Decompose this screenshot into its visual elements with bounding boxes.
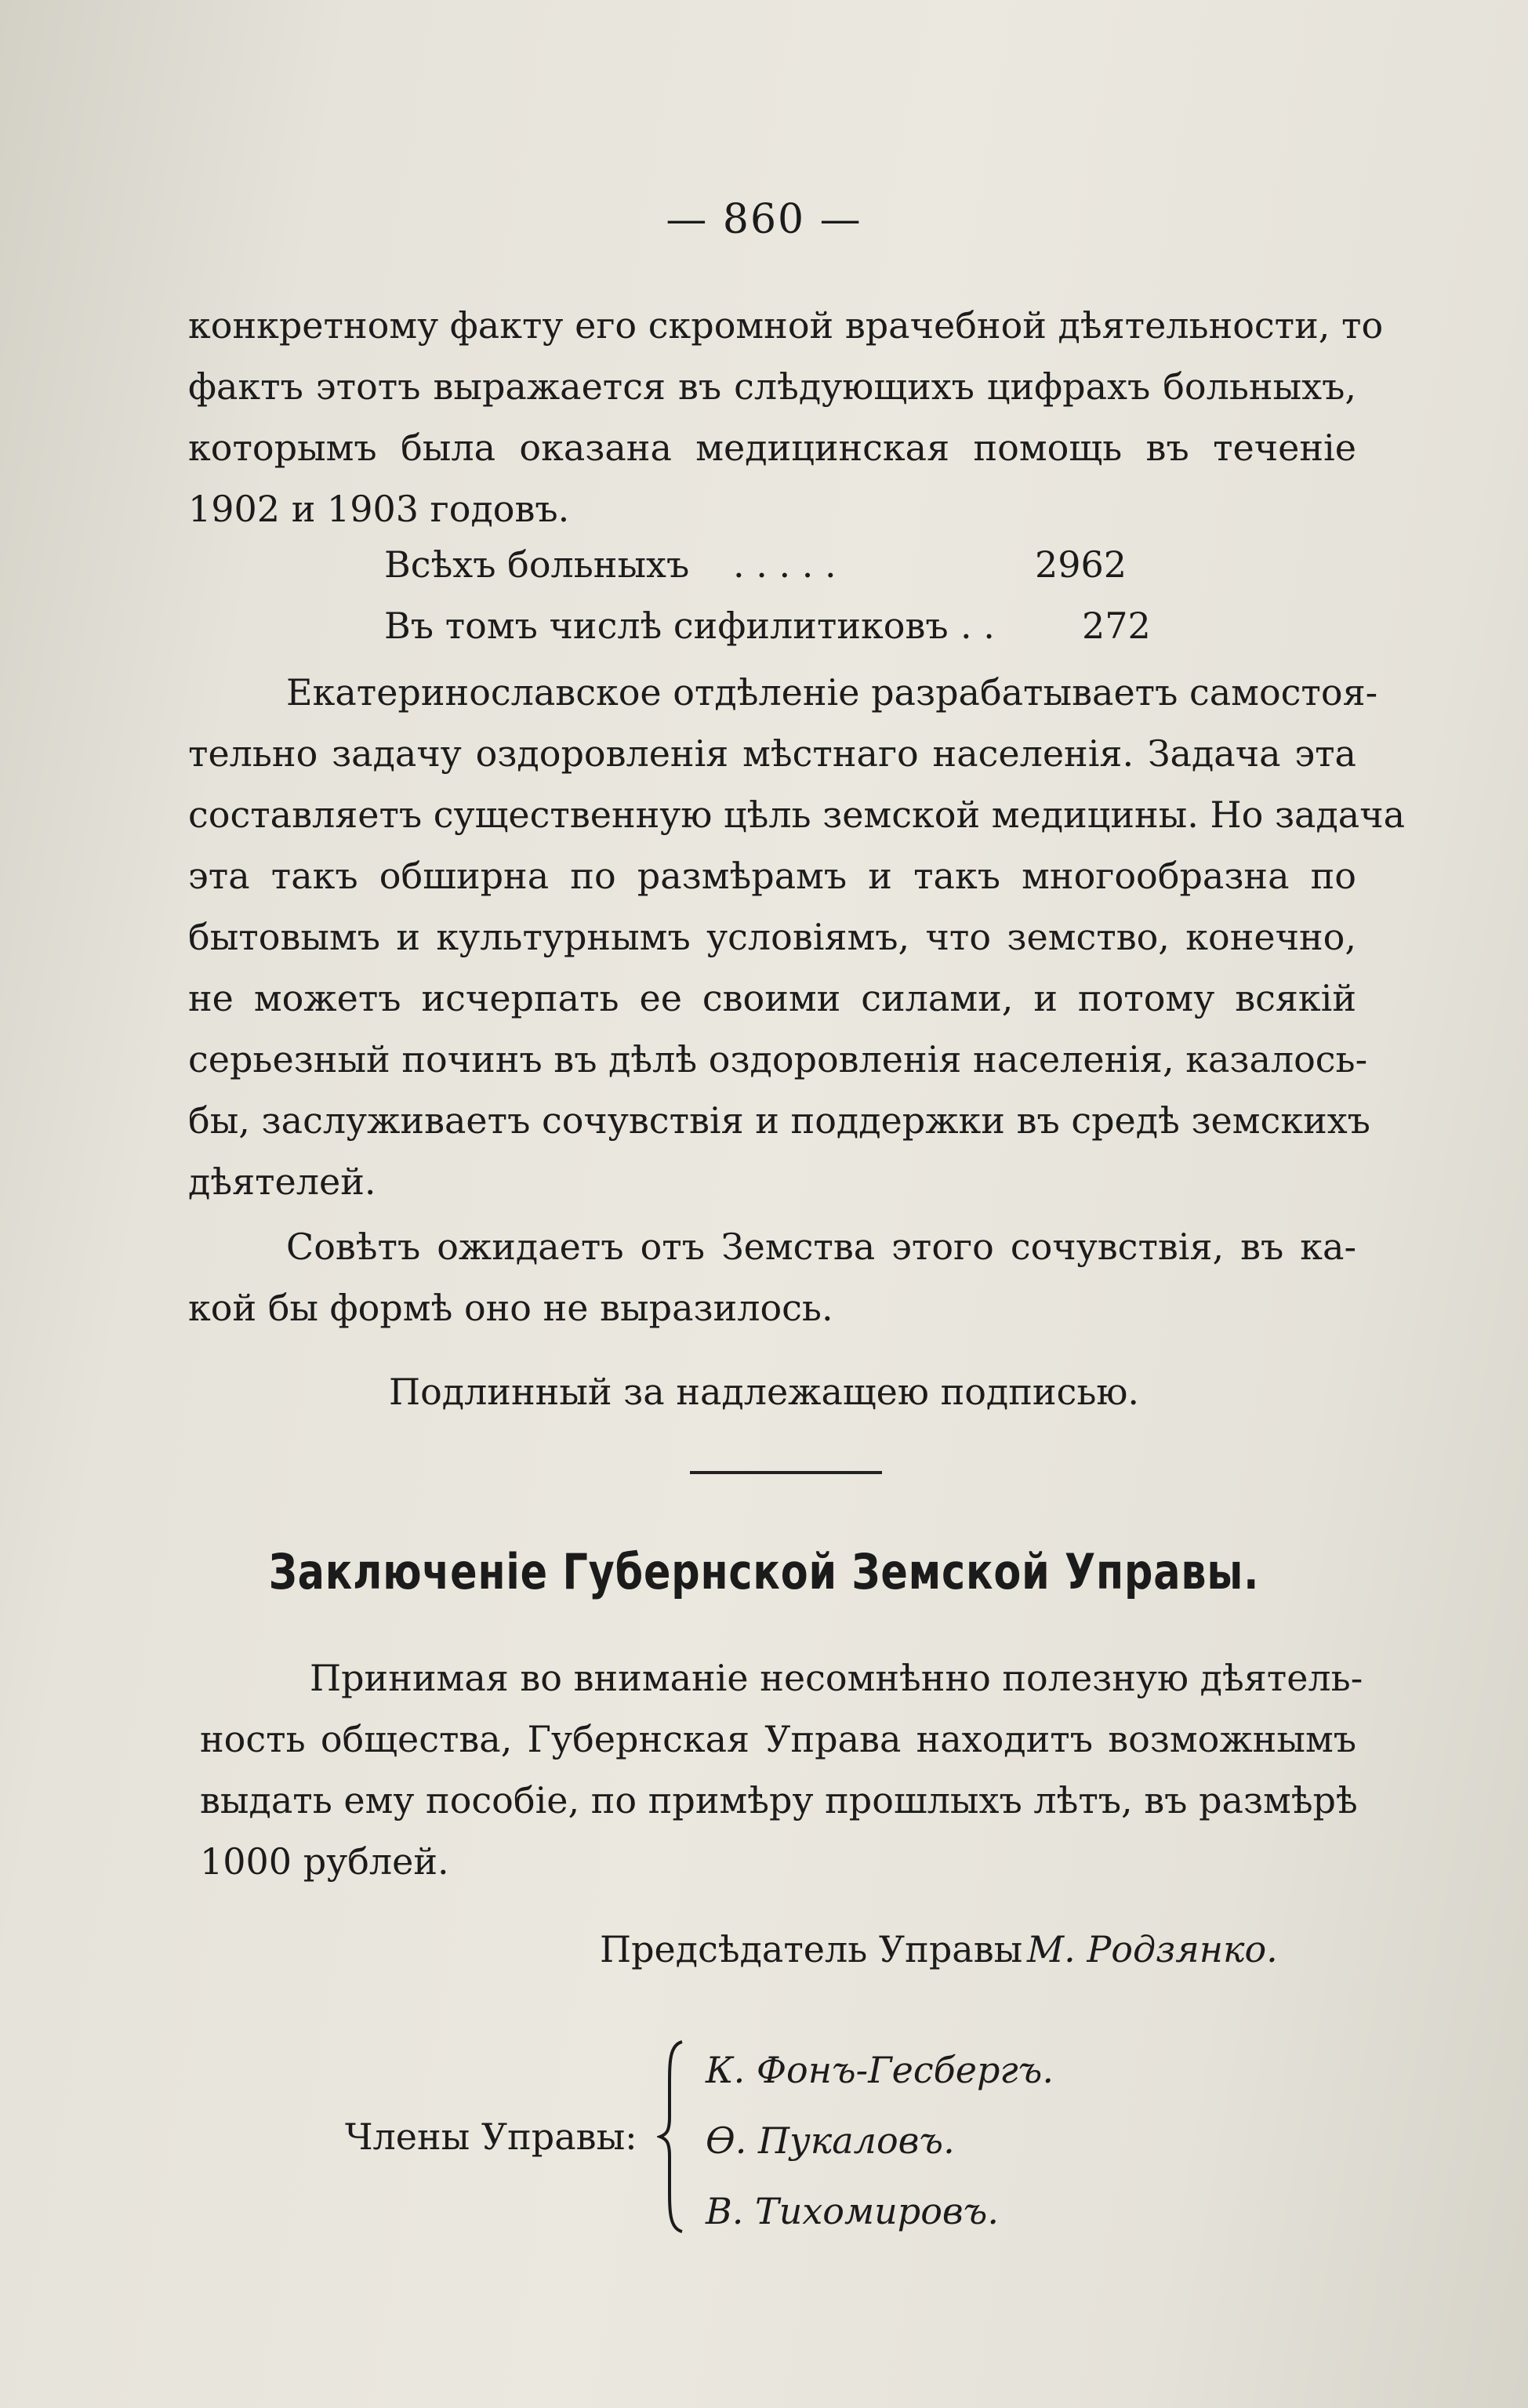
text-line: Екатеринославское отдѣленіе разрабатываетъ самостоя- xyxy=(286,671,1378,714)
text-line: бы, заслуживаетъ сочувствія и поддержки въ средѣ земскихъ xyxy=(188,1099,1370,1142)
stat-all-value: 2962 xyxy=(1035,543,1127,586)
member-name: К. Фонъ-Гесбергъ. xyxy=(706,2049,1054,2091)
text-line: 1000 рублей. xyxy=(200,1840,449,1883)
text-line: не можетъ исчерпать ее своими силами, и потому всякій xyxy=(188,977,1356,1019)
text-line: бытовымъ и культурнымъ условіямъ, что земство, конечно, xyxy=(188,916,1356,958)
member-name: Ѳ. Пукаловъ. xyxy=(706,2119,955,2162)
chairman-title: Предсѣдатель Управы xyxy=(600,1928,1023,1970)
text-line: которымъ была оказана медицинская помощь въ теченіе xyxy=(188,427,1356,469)
text-line: дѣятелей. xyxy=(188,1160,376,1203)
members-label: Члены Управы: xyxy=(345,2116,637,2158)
text-line: ность общества, Губернская Управа находитъ возможнымъ xyxy=(200,1718,1356,1760)
chairman-name: М. Родзянко. xyxy=(1027,1928,1278,1970)
text-line: серьезный починъ въ дѣлѣ оздоровленія населенія, казалось- xyxy=(188,1038,1368,1081)
section-divider xyxy=(690,1471,882,1474)
page-number: — 860 — xyxy=(666,196,862,243)
text-line: выдать ему пособіе, по примѣру прошлыхъ лѣтъ, въ размѣрѣ xyxy=(200,1779,1358,1821)
stat-syph-value: 272 xyxy=(1082,605,1151,647)
text-line: кой бы формѣ оно не выразилось. xyxy=(188,1287,833,1329)
text-line: Принимая во вниманіе несомнѣнно полезную дѣятель- xyxy=(310,1657,1363,1699)
text-line: 1902 и 1903 годовъ. xyxy=(188,488,570,530)
section-heading: Заключеніе Губернской Земской Управы. xyxy=(268,1543,1260,1600)
stat-syph-dots: . . xyxy=(960,605,995,647)
text-line: Совѣтъ ожидаетъ отъ Земства этого сочувствія, въ ка- xyxy=(286,1226,1356,1268)
signature-note: Подлинный за надлежащею подписью. xyxy=(388,1371,1140,1413)
text-line: фактъ этотъ выражается въ слѣдующихъ цифрахъ больныхъ, xyxy=(188,365,1356,408)
member-name: В. Тихомировъ. xyxy=(706,2190,999,2232)
text-line: эта такъ обширна по размѣрамъ и такъ многообразна по xyxy=(188,855,1356,897)
stat-all-dots: . . . . . xyxy=(733,543,837,586)
brace-icon xyxy=(657,2039,688,2235)
text-line: тельно задачу оздоровленія мѣстнаго населенія. Задача эта xyxy=(188,732,1356,775)
stat-all-label: Всѣхъ больныхъ xyxy=(384,543,690,586)
text-line: составляетъ существенную цѣль земской медицины. Но задача xyxy=(188,794,1406,836)
text-line: конкретному факту его скромной врачебной дѣятельности, то xyxy=(188,304,1384,347)
stat-syph-label: Въ томъ числѣ сифилитиковъ xyxy=(384,605,949,647)
